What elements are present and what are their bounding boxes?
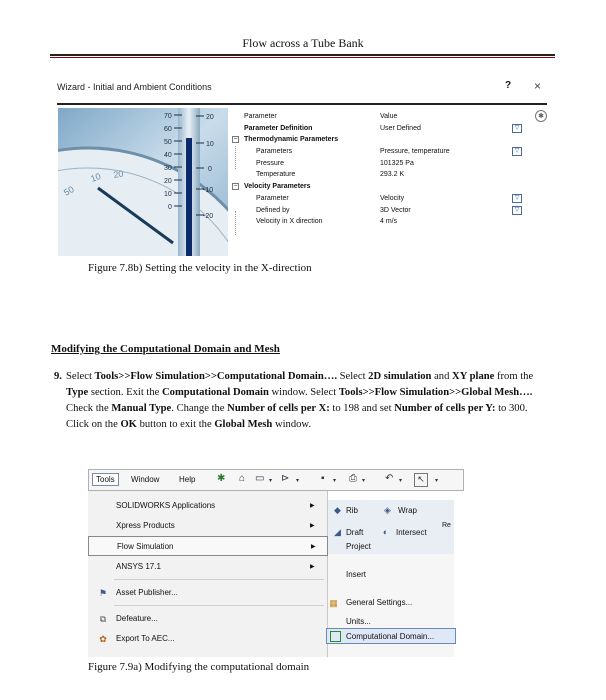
section-heading: Modifying the Computational Domain and Mesh	[51, 343, 280, 355]
header-rule	[50, 54, 555, 58]
menu-item-asset-publisher[interactable]	[88, 583, 328, 603]
table-row[interactable]	[230, 123, 530, 135]
column-header-parameter: Parameter	[244, 113, 277, 120]
menu-item-ansys[interactable]	[88, 557, 328, 577]
select-cursor-icon[interactable]: ↖	[414, 473, 428, 487]
ribbon-strip	[328, 500, 454, 554]
wizard-divider	[57, 103, 547, 105]
row-value: Pressure, temperature	[380, 148, 450, 156]
row-value: 101325 Pa	[380, 159, 414, 167]
scale-label-10: 10	[164, 191, 172, 198]
computational-domain-icon	[330, 631, 341, 642]
collapse-icon[interactable]: −	[233, 183, 238, 191]
wrap-icon: ◈	[384, 505, 391, 515]
ribbon-intersect[interactable]: Intersect	[396, 528, 427, 537]
menu-item-label: SOLIDWORKS Applications	[116, 501, 216, 510]
menu-window[interactable]: Window	[131, 475, 160, 484]
menu-item-label: ANSYS 17.1	[116, 562, 161, 571]
scale-label-40: 40	[164, 152, 172, 159]
rib-icon: ◆	[334, 505, 341, 515]
draft-icon: ◢	[334, 527, 341, 537]
menu-item-label: Flow Simulation	[117, 542, 174, 551]
ribbon-draft[interactable]: Draft	[346, 528, 364, 537]
scale-label-70: 70	[164, 113, 172, 120]
figure-caption-7-8b: Figure 7.8b) Setting the velocity in the X-direction	[88, 262, 312, 274]
parameter-table	[230, 111, 530, 228]
table-row[interactable]	[230, 216, 530, 228]
menu-item-label: Xpress Products	[116, 521, 175, 530]
close-button[interactable]: ×	[534, 79, 542, 93]
table-row[interactable]	[230, 193, 530, 205]
step-number: 9.	[54, 371, 62, 382]
table-header	[230, 111, 530, 123]
step-9-paragraph: 9. Select Tools>>Flow Simulation>>Computational Domain…. Select 2D simulation and XY plane from the Type section. Exit the Computational Domain window. Select Tools>>Flow Simulation>>Global Mesh…. Check the Manual Type. Change the Number of cells per X: to 198 and set Number of cells per Y: to 300. Click on the OK button to exit the Global Mesh window.	[54, 371, 534, 430]
thermometer-gauge-image	[58, 108, 228, 256]
thermometer-mercury	[186, 138, 192, 256]
row-label: Velocity Parameters	[244, 183, 311, 191]
open-folder-icon[interactable]: ⊳	[281, 473, 290, 484]
chevron-down-icon[interactable]: ▽	[512, 206, 522, 215]
flow-simulation-submenu	[328, 491, 464, 657]
table-row[interactable]	[230, 181, 530, 193]
row-label: Temperature	[256, 171, 296, 179]
menu-separator	[114, 605, 324, 606]
undo-icon[interactable]: ↶	[385, 473, 394, 484]
scale-label-30: 30	[164, 165, 172, 172]
scale-label-60: 60	[164, 126, 172, 133]
print-icon[interactable]: ⎙	[349, 473, 357, 484]
chevron-down-icon[interactable]: ▾	[435, 478, 439, 484]
scale-label-0: 0	[168, 204, 172, 211]
asset-publisher-icon: ⚑	[98, 588, 108, 598]
chevron-down-icon[interactable]: ▾	[333, 478, 337, 484]
figure-caption-7-9a: Figure 7.9a) Modifying the computational domain	[88, 661, 310, 673]
row-label: Defined by	[256, 206, 290, 214]
menu-item-label: Asset Publisher...	[116, 588, 178, 597]
wizard-title: Wizard - Initial and Ambient Conditions	[57, 82, 212, 92]
row-label: Parameter	[256, 194, 289, 202]
scale-right-0: 0	[208, 166, 212, 173]
row-label: Parameters	[256, 148, 293, 156]
menu-item-xpress-products[interactable]	[88, 516, 328, 536]
scale-right-minus20: -20	[203, 213, 214, 220]
collapse-icon[interactable]: −	[233, 136, 238, 144]
row-value: Velocity	[380, 194, 405, 202]
intersect-icon: ◐	[382, 527, 389, 537]
menu-item-flow-simulation[interactable]	[88, 536, 328, 556]
row-value: 293.2 K	[380, 171, 405, 179]
chevron-down-icon[interactable]: ▾	[296, 478, 300, 484]
submenu-insert[interactable]: Insert	[346, 570, 367, 579]
tools-menu-screenshot	[88, 469, 464, 657]
ribbon-rib[interactable]: Rib	[346, 506, 359, 515]
menu-item-defeature[interactable]	[88, 609, 328, 629]
submenu-units[interactable]: Units...	[346, 617, 371, 626]
dial-label-20: 20	[112, 168, 125, 180]
row-label: Thermodynamic Parameters	[244, 136, 339, 144]
submenu-computational-domain[interactable]: Computational Domain...	[346, 632, 435, 641]
menu-help[interactable]: Help	[179, 475, 196, 484]
submenu-arrow-icon: ▶	[311, 544, 316, 550]
menu-bar	[88, 469, 464, 491]
table-row[interactable]	[230, 158, 530, 170]
ribbon-project[interactable]: Project	[346, 542, 371, 551]
chevron-down-icon[interactable]: ▾	[362, 478, 366, 484]
submenu-arrow-icon: ▶	[310, 503, 315, 509]
menu-tools[interactable]: Tools	[92, 473, 119, 486]
chevron-down-icon[interactable]: ▾	[399, 478, 403, 484]
pin-icon[interactable]: ✱	[217, 473, 226, 484]
row-label: Parameter Definition	[244, 124, 313, 132]
dial-label-50: 50	[62, 184, 76, 198]
column-header-value: Value	[380, 113, 398, 120]
table-row[interactable]	[230, 169, 530, 181]
menu-item-label: Export To AEC...	[116, 634, 175, 643]
table-row[interactable]	[230, 134, 530, 146]
chevron-down-icon[interactable]: ▽	[512, 124, 522, 133]
menu-separator	[114, 579, 324, 580]
submenu-arrow-icon: ▶	[310, 564, 315, 570]
home-icon[interactable]: ⌂	[239, 473, 246, 484]
gauge-illustration	[58, 108, 228, 256]
export-aec-icon: ✿	[99, 634, 107, 644]
dial-label-10: 10	[89, 171, 103, 184]
page-header-title: Flow across a Tube Bank	[242, 36, 364, 50]
row-value: 4 m/s	[380, 218, 398, 226]
menu-item-label: Defeature...	[116, 614, 158, 623]
ribbon-re[interactable]: Re	[442, 522, 451, 529]
menu-item-solidworks-applications[interactable]	[88, 496, 328, 516]
row-value: User Defined	[380, 124, 421, 132]
submenu-general-settings[interactable]: General Settings...	[346, 598, 413, 607]
row-label: Velocity in X direction	[256, 218, 323, 226]
settings-icon[interactable]: ✱	[535, 110, 547, 122]
scale-right-minus10: -10	[203, 187, 214, 194]
ribbon-wrap[interactable]: Wrap	[398, 506, 417, 515]
tools-dropdown	[88, 491, 328, 657]
save-icon[interactable]: ▪	[321, 473, 325, 484]
chevron-down-icon[interactable]: ▾	[269, 478, 273, 484]
general-settings-icon: ▦	[329, 598, 338, 608]
scale-right-20: 20	[206, 114, 214, 121]
scale-right-10: 10	[206, 141, 214, 148]
new-document-icon[interactable]: ▭	[255, 473, 265, 484]
chevron-down-icon[interactable]: ▽	[512, 147, 522, 156]
chevron-down-icon[interactable]: ▽	[512, 194, 522, 203]
scale-label-20: 20	[164, 178, 172, 185]
table-row[interactable]	[230, 205, 530, 217]
row-label: Pressure	[256, 159, 285, 167]
scale-label-50: 50	[164, 139, 172, 146]
help-button[interactable]: ?	[505, 80, 512, 91]
defeature-icon: ⧉	[99, 614, 107, 624]
row-value: 3D Vector	[380, 206, 411, 214]
menu-item-export-to-aec[interactable]	[88, 629, 328, 649]
submenu-arrow-icon: ▶	[310, 523, 315, 529]
table-row[interactable]	[230, 146, 530, 158]
